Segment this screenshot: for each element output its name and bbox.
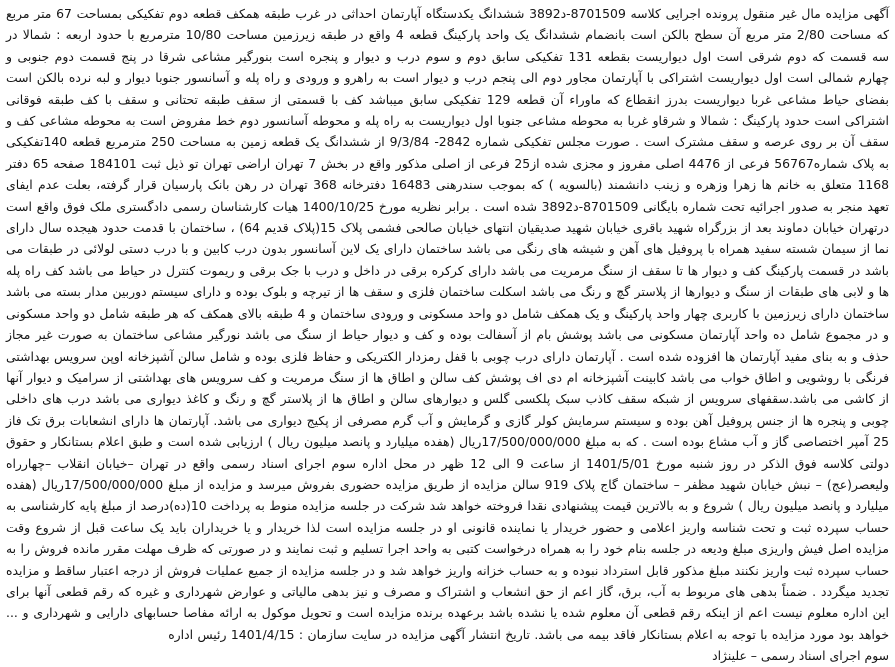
notice-body-text: آگهی مزایده مال غیر منقول پرونده اجرایی کلاسه 8701509-د3892 ششدانگ یکدستگاه آپارتمان احداثی در غرب طبقه همکف قطعه دوم تفکیکی بمساحت 67 متر مربع که مساحت 2/80 متر مربع آن سطح بالکن است بانضمام ششدانگ یک واحد پارکینگ قطعه 4 واقع در طبقه زیرزمین مساحت 10/80 مترمربع با حدود اربعه : شمالا در سه قسمت که دوم شرقی است اول دیواریست بقطعه 131 تفکیکی سابق دوم و سوم درب و دیوار و پنجره است بنورگیر مشاعی شرقا در پنج قسمت دوم جنوبی و چهارم شمالی است اول دیواریست اشتراکی با آپارتمان مجاور دوم الی پنجم درب و دیوار است به راهرو و ورودی و راه پله و آسانسور جنوبا دیوار و لبه نرده بالکن است بفضای حیاط مشاعی غربا دیواریست بدرز انقطاع که ماوراء آن قطعه 129 تفکیکی سابق میباشد کف با قسمتی از سقف طبقه تحتانی و سقف با کف طبقه فوقانی اشتراکی است حدود پارکینگ : شمالا و شرقاو غربا به محوطه مشاعی جنوبا اول دیواریست به راه پله و محوطه آسانسور دوم خط مفروض است به محوطه مشاعی کف و سقف آن بر روی عرصه و سقف مشترک است . صورت مجلس تفکیکی شماره 2842- 9/3/84 از ششدانگ یک قطعه زمین به مساحت 250 مترمربع قطعه 140تفکیکی به پلاک شماره56767 فرعی از 4476 اصلی مفروز و مجزی شده از25 فرعی از اصلی مذکور واقع در بخش 7 تهران اراضی تهران تو ذیل ثبت 184101 صفحه 65 دفتر 1168 متعلق به خانم ها زهرا وزهره و زینب دانشمند (بالسویه ) که بموجب سندرهنی 16483 دفترخانه 368 تهران در رهن بانک پارسیان قرار گرفته، بعلت عدم ایفای تعهد منجر به صدور اجرائیه تحت شماره بایگانی 8701509-د3892 شده است . برابر نظریه مورخ 1400/10/25 هیات کارشناسان رسمی دادگستری ملک فوق واقع است درتهران خیابان دماوند بعد از بزرگراه شهید باقری خیابان شهید صدیقیان انتهای خیابان صالحی فشمی پلاک 15(پلاک قدیم 64) ، ساختمان با قدمت حدود هیجده سال دارای نما از سیمان شسته سفید همراه با پروفیل های آهن و شیشه های رنگی می باشد ساختمان دارای یک لاین آسانسور بدون درب کابین و با درب دستی لولائی در طبقات می باشد در قسمت پارکینگ کف و دیوار ها تا سقف از سنگ مرمریت می باشد دارای کرکره برقی در داخل و درب با جک برقی و ریموت کنترل در حیاط می باشد کف راه پله ها و لابی های طبقات از سنگ و دیوارها از پلاستر گچ و رنگ می باشد اسکلت ساختمان فلزی و سقف ها از تیرچه و بلوک بوده و دارای سیستم دوربین مدار بسته می باشد ساختمان دارای زیرزمین با کاربری چهار واحد پارکینگ و یک همکف شامل دو واحد مسکونی و ورودی ساختمان و 4 طبقه بالای همکف که هر طبقه شامل دو واحد مسکونی و در مجموع شامل ده واحد آپارتمان مسکونی می باشد پوشش بام از آسفالت بوده و کف و دیوار حیاط از سنگ می باشد نورگیر مشاعی ساختمان به صورت غیر مجاز حذف و به بنای مفید آپارتمان ها افزوده شده است . آپارتمان دارای درب چوبی با قفل رمزدار الکتریکی و حفاظ فلزی بوده و شامل سالن آشپزخانه اوپن سرویس بهداشتی فرنگی با روشویی و اطاق خواب می باشد کابینت آشپزخانه ام دی اف پوشش کف سالن و اطاق ها از سنگ مرمریت و کف سرویس های بهداشتی از سرامیک و دیوار آنها از کاشی می باشد.سقفهای سرویس از شبکه سقف کاذب سبک پلکسی گلس و دیوارهای سالن و اطاق ها از پلاستر گچ و رنگ و کاغذ دیواری می باشد درب های داخلی چوبی و پنجره ها از جنس پروفیل آهن بوده و سیستم سرمایش کولر گازی و گرمایش و آب گرم مصرفی از پکیج دیواری می باشد. آپارتمان ها دارای انشعابات برق تک فاز 25 آمپر اختصاصی گاز و آب مشاع بوده است . که به مبلغ 17/500/000/000ریال (هفده میلیارد و پانصد میلیون ریال ) ارزیابی شده است و طبق اعلام بستانکار و حقوق دولتی کلاسه فوق الذکر در روز شنبه مورخ 1401/5/01 از ساعت 9 الی 12 ظهر در محل اداره سوم اجرای اسناد رسمی واقع در تهران –خیابان انقلاب –چهارراه ولیعصر(عج) – نبش خیابان شهید مظفر – ساختمان گاج پلاک 919 سالن مزایده از طریق مزایده حضوری بفروش میرسد و مزایده از مبلغ 17/500/000/000ریال (هفده میلیارد و پانصد میلیون ریال ) شروع و به بالاترین قیمت پیشنهادی نقدا فروخته خواهد شد شرکت در جلسه مزایده منوط به پرداخت 10(ده)درصد از مبلغ پایه کارشناسی به حساب سپرده ثبت و تحت شناسه واریز اعلامی و حضور خریدار یا نماینده قانونی او در جلسه مزایده است لذا خریدار و یا خریداران باید یک ساعت قبل از شروع وقت مزایده اصل فیش واریزی مبلغ ودیعه در جلسه بنام خود را به همراه درخواست کتبی به واحد اجرا تسلیم و ثبت نمایند و در صورتی که ظرف مهلت مقرر مانده فروش را به حساب سپرده ثبت واریز نکنند مبلغ مذکور قابل استرداد نبوده و به حساب خزانه واریز خواهد شد و در جلسه مزایده از جمیع عملیات فروش از درجه اعتبار ساقط و مزایده تجدید میگردد . ضمناً بدهی های مربوط به آب، برق، گاز اعم از حق انشعاب و اشتراک و مصرف و نیز بدهی مالیاتی و عوارض شهرداری و غیره که رقم قطعی آنها برای این اداره معلوم نیست اعم از اینکه رقم قطعی آن معلوم شده یا نشده باشد برعهده برنده مزایده است و تحویل موکول به ارائه مفاصا حسابهای دارایی و شهرداری و ... خواهد بود مورد مزایده با توجه به اعلام بستانکار فاقد بیمه می باشد. تاریخ انتشار آگهی مزایده در سایت سازمان : 1401/4/15 رئیس اداره [6, 6, 890, 642]
notice-signature: سوم اجرای اسناد رسمی – علینژاد [712, 648, 889, 664]
